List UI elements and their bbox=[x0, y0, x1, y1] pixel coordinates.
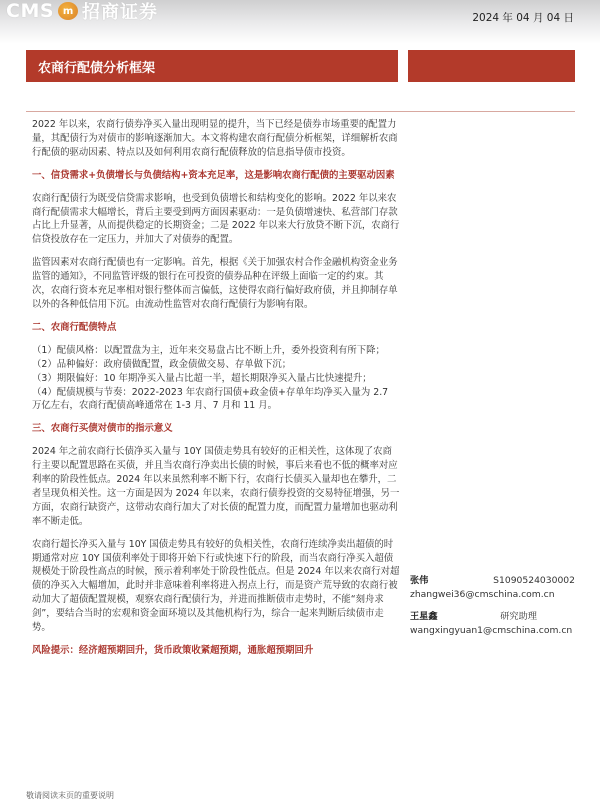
section-3-paragraph: 农商行超长净买入量与 10Y 国债走势具有较好的负相关性，农商行连续净卖出超债的时期通常对应 10Y 国债利率处于即将开始下行或快速下行的阶段，而当农商行净买入超债规模处于阶段性高点的时候，预示着利率处于阶段性低点。但是 2024 年以来农商行对超债的净买入大幅增加，此时并非意味着利率将进入拐点上行，而是资产荒导致的农商行被动加大了超债配置规模，观察农商行配债行为，并进而推断债市走势时，不能“刻舟求剑”，要结合当时的宏观和资金面环境以及其他机构行为，综合一起来判断后续债市走势。 bbox=[32, 538, 400, 634]
title-bar-side bbox=[408, 50, 575, 82]
analyst-name: 张伟 bbox=[410, 575, 429, 586]
list-item: （4）配债规模与节奏：2022-2023 年农商行国债+政金债+存单年均净买入量为 2.7 万亿左右，农商行配债高峰通常在 1-3 月、7 月和 11 月。 bbox=[32, 386, 389, 412]
logo-badge-icon: m bbox=[58, 2, 78, 20]
footer-note: 敬请阅读末页的重要说明 bbox=[26, 791, 114, 800]
analyst-name: 王星鑫 bbox=[410, 611, 438, 622]
section-1-heading: 一、信贷需求+负债增长与负债结构+资本充足率，这是影响农商行配债的主要驱动因素 bbox=[32, 169, 395, 181]
report-body bbox=[32, 118, 400, 658]
report-date: 2024 年 04 月 04 日 bbox=[472, 12, 574, 24]
section-3-heading: 三、农商行买债对债市的指示意义 bbox=[32, 423, 173, 435]
analyst-row bbox=[410, 574, 575, 588]
divider bbox=[26, 111, 575, 112]
list-item: （2）品种偏好：政府债做配置，政金债做交易、存单做下沉； bbox=[32, 358, 292, 370]
section-2-list bbox=[32, 344, 400, 414]
logo-wordmark: CMS bbox=[6, 0, 55, 22]
risk-warning: 风险提示：经济超预期回升，货币政策收紧超预期，通胀超预期回升 bbox=[32, 645, 314, 656]
logo-chinese-name: 招商证券 bbox=[82, 2, 159, 23]
analyst-email[interactable]: wangxingyuan1@cmschina.com.cn bbox=[410, 625, 573, 636]
section-1-paragraph: 监管因素对农商行配债也有一定影响。首先，根据《关于加强农村合作金融机构资金业务监管的通知》，不同监管评级的银行在可投资的债券品种在评级上面临一定的约束。其次，农商行资本充足率相对银行整体而言偏低，这使得农商行偏好政府债，并且抑制存单以外的各种低信用下沉。由流动性监管对农商行配债行为影响有限。 bbox=[32, 257, 398, 310]
analyst-license-id: S1090524030002 bbox=[493, 575, 575, 586]
section-3-paragraph: 2024 年之前农商行长债净买入量与 10Y 国债走势具有较好的正相关性，这体现了农商行主要以配置思路在买债，并且当农商行净卖出长债的时候，事后来看也不低的概率对应利率的阶段性低点。2024 年以来虽然利率不断下行，农商行长债买入量却也在攀升，二者呈现负相关性。这一方面是因为 2024 年以来，农商行债券投资的交易特征增强，另一方面，农商行缺资产，这带动农商行加大了对长债的配置力度，而配置力量增加也驱动利率不断走低。 bbox=[32, 446, 400, 527]
analyst-panel bbox=[410, 574, 575, 646]
company-logo bbox=[6, 0, 158, 22]
analyst-role: 研究助理 bbox=[500, 611, 537, 622]
intro-paragraph: 2022 年以来，农商行债券净买入量出现明显的提升，当下已经是债券市场重要的配置力量，其配债行为对债市的影响逐渐加大。本文将构建农商行配债分析框架，详细解析农商行配债的驱动因素、特点以及如何利用农商行配债释放的信息指导债市投资。 bbox=[32, 119, 398, 158]
list-item: （3）期限偏好：10 年期净买入量占比超一半，超长期限净买入量占比快速提升； bbox=[32, 372, 372, 384]
analyst-row bbox=[410, 610, 575, 624]
list-item: （1）配债风格：以配置盘为主，近年来交易盘占比不断上升，委外投资利有所下降； bbox=[32, 344, 385, 356]
section-1-paragraph: 农商行配债行为既受信贷需求影响，也受到负债增长和结构变化的影响。2022 年以来农商行配债需求大幅增长，背后主要受到两方面因素驱动：一是负债增速快、私营部门存款占比上升显著，从而提供稳定的长期资金；二是 2022 年以来大行放贷不断下沉，农商行信贷投放存在一定压力，并加大了对债券的配置。 bbox=[32, 192, 400, 246]
analyst-email[interactable]: zhangwei36@cmschina.com.cn bbox=[410, 589, 555, 600]
section-2-heading: 二、农商行配债特点 bbox=[32, 321, 117, 333]
report-title: 农商行配债分析框架 bbox=[38, 60, 156, 76]
title-bar bbox=[26, 50, 398, 82]
